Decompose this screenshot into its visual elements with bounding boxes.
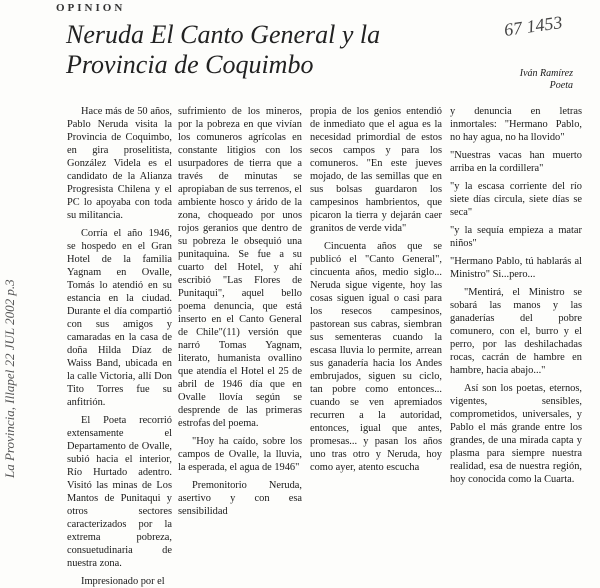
paragraph: Cincuenta años que se publicó el "Canto General", cincuenta años, medio siglo... Neruda sigue vigente, hoy las cosas siguen igual o casi para los resecos campesinos, pastorean sus cabras, siembran sus sementeras cuando la escasa lluvia lo permite, arrean sus ganadería hacia los Andes embrujados, siguen su ciclo, tan pobre como entonces... cuando se ven apremiados recurren a la autoridad, entonces, igual que antes, promesas... y pasan los años uno tras otro y Neruda, hoy como ayer, atento escucha [310,241,442,473]
paragraph: "Mentirá, el Ministro se sobará las manos y las ganaderías del pobre comunero, con el, burro y el perro, por las deshilachadas rocas, cacrán de hambre en hambre, hacia abajo..." [450,287,582,376]
paragraph: Así son los poetas, eternos, vigentes, sensibles, comprometidos, universales, y Pablo el más grande entre los grandes, de una mirada capta y plasma para siempre nuestra realidad, esa de nuestra región, hoy conocida como la Cuarta. [450,383,582,485]
byline [497,68,573,92]
paragraph: propia de los genios entendió de inmediato que el agua es la necesidad primordial de estos secos campos y para los comuneros. "En este jueves mojado, de las semillas que en sus bolsas guardaron los campesinos hambrientos, que picaron la tierra y dejarán caer granitos de verde vida" [310,106,442,234]
article-column-3 [310,105,442,483]
paragraph: El Poeta recorrió extensamente el Departamento de Ovalle, subió hacia el interior, Río Hurtado adentro. Visitó las minas de Los Mantos de Punitaqui y otros sectores caracterizados por la extrema pobreza, consuetudinaria de nuestra zona. [67,415,172,569]
paragraph: Premonitorio Neruda, asertivo y con esa sensibilidad [178,480,302,517]
paragraph: "y la sequía empieza a matar niños" [450,225,582,249]
paragraph: "Hoy ha caído, sobre los campos de Ovalle, la lluvia, la esperada, el agua de 1946" [178,436,302,473]
paragraph: y denuncia en letras inmortales: "Hermano Pablo, no hay agua, no ha llovido" [450,106,582,143]
section-label: OPINION [56,2,126,14]
handwritten-source-note: La Provincia, Illapel 22 JUL 2002 p.3 [2,279,17,478]
article-column-2 [178,105,302,517]
article-column-1 [67,105,172,587]
author-role: Poeta [549,80,573,91]
title-line-1: Neruda El Canto General y la [66,20,381,49]
article-title [66,20,506,80]
paragraph: sufrimiento de los mineros, por la pobreza en que vivían los comuneros agrícolas en constante litigios con los usurpadores de tierra que a través de minutas se apropiaban de sus terrenos, el ambiente hosco y árido de la zona, choqueado por unos rojos geranios que dentro de su pobreza le obsequió una punitaquina. Se fue a su cuarto del Hotel, y ahí escribió "Las Flores de Punitaqui", aquel bello poema denuncia, que está inserto en el Canto General de Chile"(11) versión que narró Tomas Yagnam, literato, humanista ovallino que atendía el Hotel el 25 de abril de 1946 día que en Ovalle llovía según se desprende de las primeras estrofas del poema. [178,106,302,429]
paragraph: "Hermano Pablo, tú hablarás al Ministro" Si...pero... [450,256,582,280]
author-name: Iván Ramírez [519,68,573,79]
paragraph: "y la escasa corriente del río siete días circula, siete días se seca" [450,181,582,218]
paragraph: "Nuestras vacas han muerto arriba en la cordillera" [450,150,582,174]
handwritten-number: 67 1453 [502,12,564,40]
title-line-2: Provincia de Coquimbo [66,50,314,79]
paragraph: Hace más de 50 años, Pablo Neruda visita la Provincia de Coquimbo, en gira proselitista, González Videla es el candidato de la Alianza Progresista Chilena y el PC lo apoyaba con toda su militancia. [67,106,172,221]
article-column-4 [450,105,582,483]
paragraph: Corría el año 1946, se hospedo en el Gran Hotel de la familia Yagnam en Ovalle, Tomás lo atendió en su estancia en la ciudad. Durante el día compartió con sus amigos y camaradas en la casa de doña Hilda Díaz de Waiss Band, ubicada en la calle Victoria, allí Don Tito Torres fue su anfitrión. [67,228,172,408]
paragraph: Impresionado por el [81,576,165,587]
